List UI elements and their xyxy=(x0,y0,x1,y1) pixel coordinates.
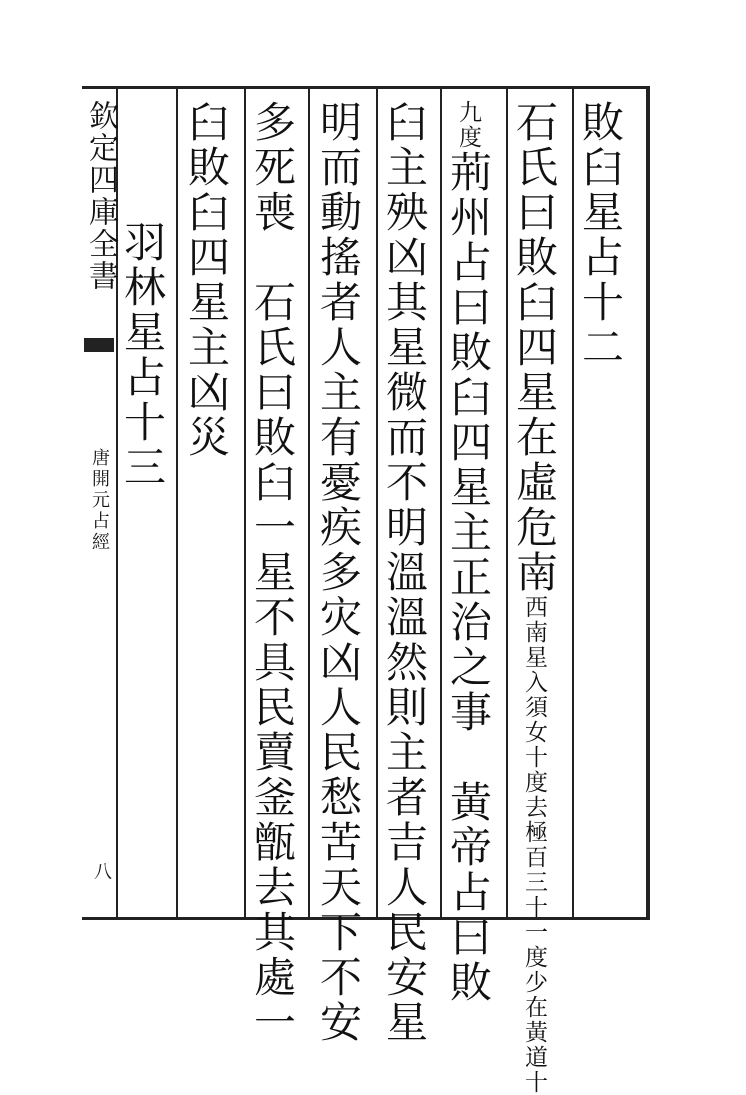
text-column-2 xyxy=(510,100,559,1095)
column-text: 多死喪 石氏曰敗臼一星不具民賣釜甑去其處一 xyxy=(248,100,297,1045)
fold-mark xyxy=(84,338,114,352)
column-text: 臼主殃凶其星微而不明溫溫然則主者吉人民安星 xyxy=(380,100,429,1045)
column-text: 明而動搖者人主有憂疾多灾凶人民愁苦天下不安 xyxy=(314,100,363,1045)
commentary-note: 西南星入須女十度去極百三十一度少在黃道十 xyxy=(521,595,547,1095)
column-text: 石氏曰敗臼四星在虛危南 xyxy=(510,100,559,595)
column-rule xyxy=(244,86,246,920)
page-number: 八 xyxy=(91,862,112,880)
column-rule xyxy=(440,86,442,920)
section-heading: 羽林星占十三 xyxy=(118,220,167,490)
text-column-5 xyxy=(314,100,363,1045)
column-rule xyxy=(572,86,574,920)
text-column-8 xyxy=(118,220,167,1028)
column-rule xyxy=(176,86,178,920)
column-text: 臼敗臼四星主凶災 xyxy=(182,100,231,460)
column-rule xyxy=(376,86,378,920)
column-text: 荊州占曰敗臼四星主正治之事 黃帝占曰敗 xyxy=(444,150,493,1005)
page-frame xyxy=(82,86,650,920)
text-column-4 xyxy=(380,100,429,1045)
column-rule xyxy=(308,86,310,920)
text-column-1 xyxy=(576,100,625,908)
text-column-6 xyxy=(248,100,297,1045)
section-heading: 敗臼星占十二 xyxy=(576,100,625,370)
column-rule xyxy=(506,86,508,920)
commentary-note: 九度 xyxy=(455,100,481,150)
book-title: 唐開元占經 xyxy=(89,448,110,553)
text-column-3 xyxy=(444,100,493,1005)
edge-text-fragment: 欽定四庫全書 xyxy=(83,100,118,292)
text-column-7 xyxy=(182,100,231,908)
